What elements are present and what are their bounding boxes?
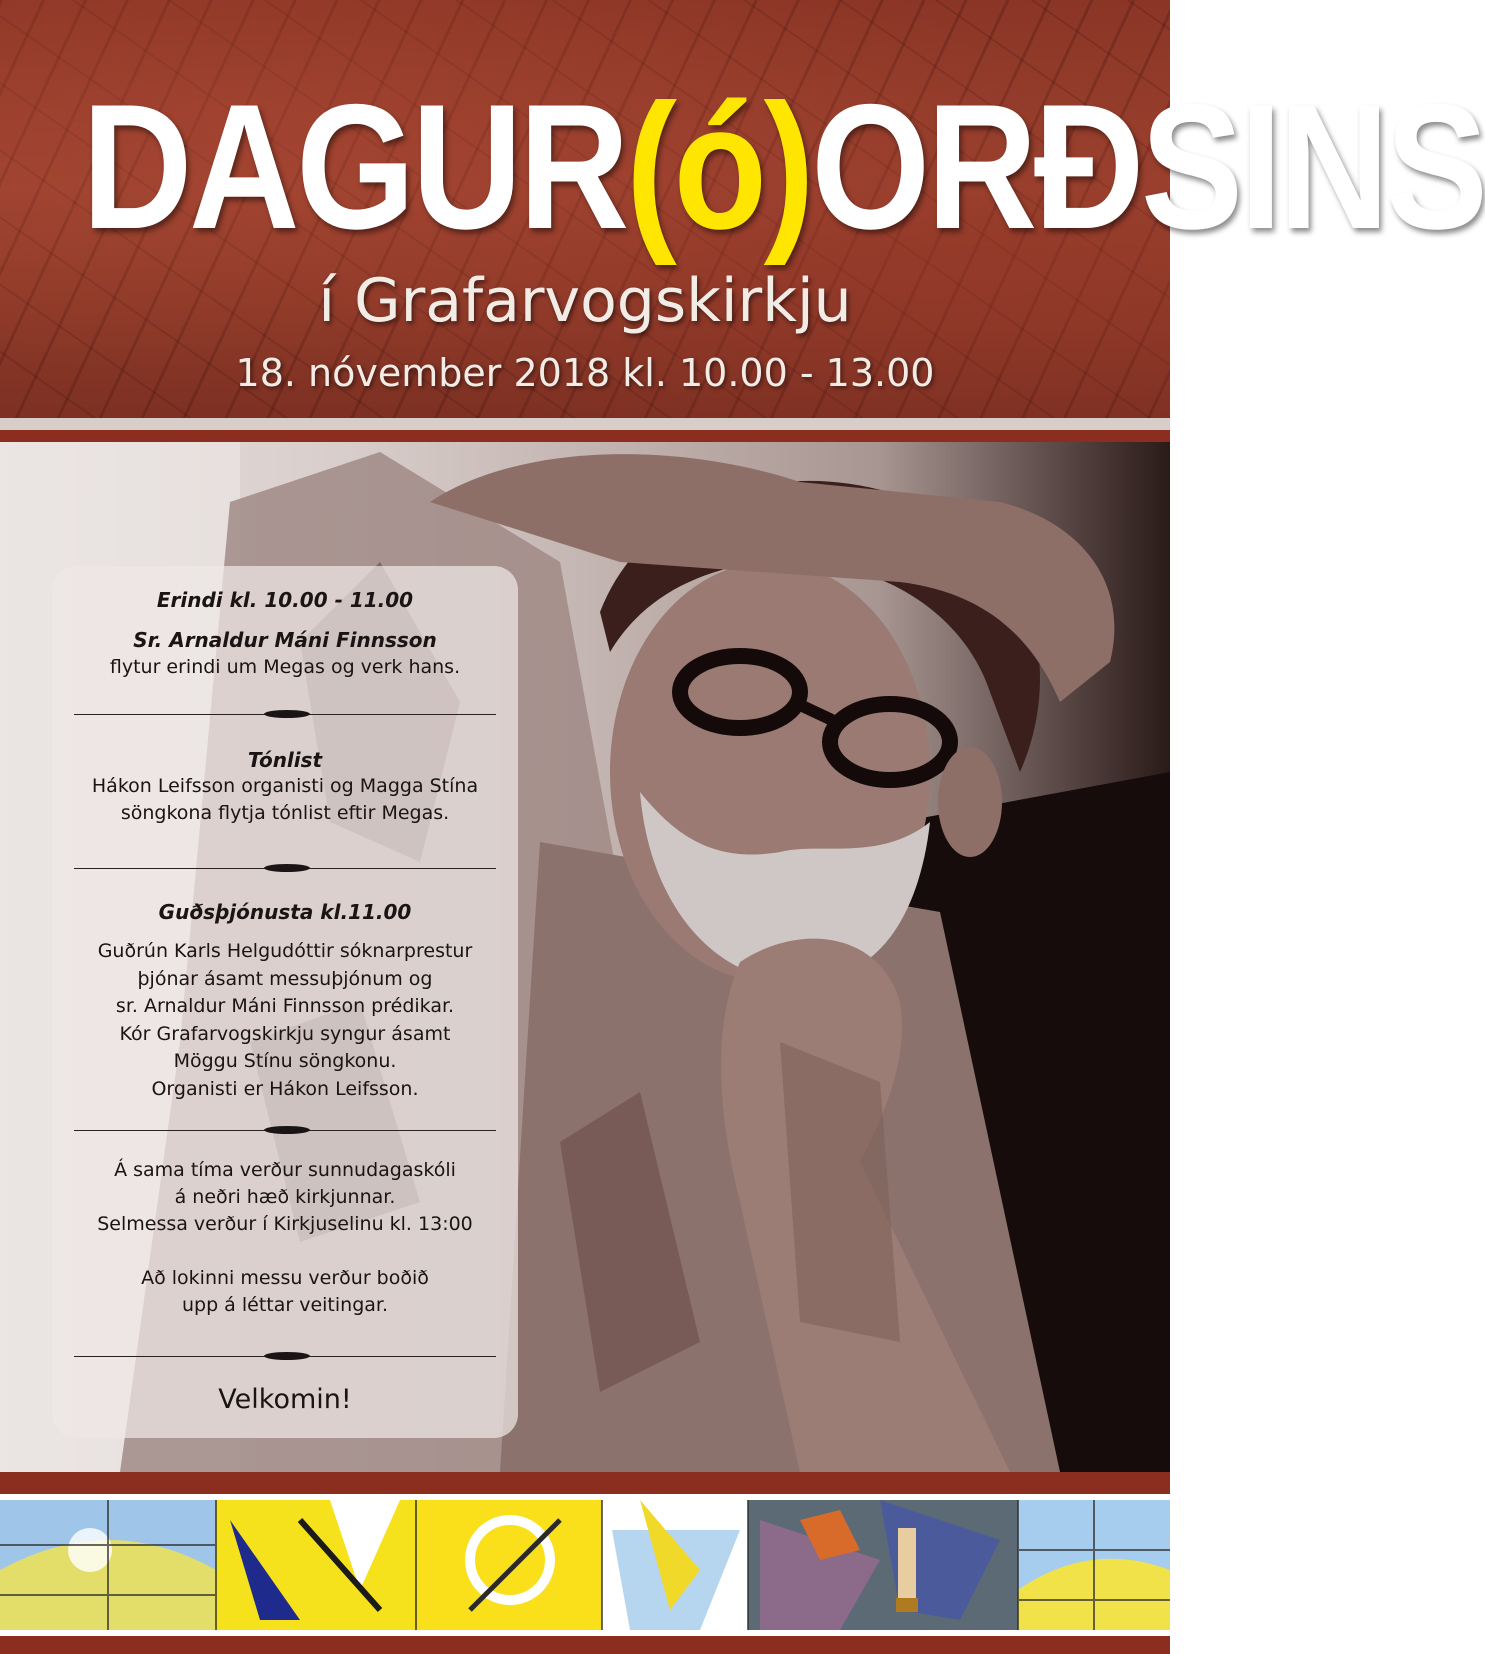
section-text: söngkona flytja tónlist eftir Megas. <box>120 802 450 824</box>
divider-stripe <box>0 418 1170 430</box>
section-text: Selmessa verður í Kirkjuselinu kl. 13:00 <box>97 1213 473 1235</box>
section-divider <box>74 714 496 715</box>
divider-stripe <box>0 1472 1170 1494</box>
section-divider <box>74 868 496 869</box>
section-text: upp á léttar veitingar. <box>181 1294 389 1316</box>
section-title-gudsthjonusta: Guðsþjónusta kl.11.00 <box>158 900 412 924</box>
section-text: flytur erindi um Megas og verk hans. <box>109 656 461 678</box>
section-text: Að lokinni messu verður boðið <box>141 1267 429 1289</box>
stained-glass-strip <box>0 1500 1170 1630</box>
venue-subtitle: í Grafarvogskirkju <box>318 266 852 336</box>
event-date: 18. nóvember 2018 kl. 10.00 - 13.00 <box>235 351 935 395</box>
section-text: Möggu Stínu söngkonu. <box>173 1050 397 1072</box>
speaker-name: Sr. Arnaldur Máni Finnsson <box>133 628 437 652</box>
header-band <box>0 0 1485 420</box>
section-text: Guðrún Karls Helgudóttir sóknarprestur <box>97 940 473 962</box>
section-text: Á sama tíma verður sunnudagaskóli <box>114 1159 456 1181</box>
title-post: ORÐSINS <box>811 67 1485 266</box>
section-text: sr. Arnaldur Máni Finnsson prédikar. <box>115 995 455 1017</box>
program-panel <box>52 566 518 1438</box>
stained-glass-illustration <box>0 1500 1170 1630</box>
divider-ornament <box>264 1352 310 1360</box>
divider-ornament <box>264 1126 310 1134</box>
divider-ornament <box>264 864 310 872</box>
section-title-tonlist: Tónlist <box>247 748 323 772</box>
event-title <box>81 67 1485 266</box>
section-text: þjónar ásamt messuþjónum og <box>137 968 433 990</box>
section-text: Organisti er Hákon Leifsson. <box>151 1078 419 1100</box>
title-accent: (ó) <box>625 67 812 266</box>
welcome-text: Velkomin! <box>218 1384 352 1415</box>
title-pre: DAGUR <box>81 67 626 266</box>
divider-stripe <box>0 1636 1170 1654</box>
section-text: Kór Grafarvogskirkju syngur ásamt <box>119 1023 451 1045</box>
section-divider <box>74 1130 496 1131</box>
divider-stripe <box>0 430 1170 442</box>
section-text: Hákon Leifsson organisti og Magga Stína <box>91 775 479 797</box>
divider-ornament <box>264 710 310 718</box>
section-divider <box>74 1356 496 1357</box>
section-title-erindi: Erindi kl. 10.00 - 11.00 <box>156 588 414 612</box>
section-text: á neðri hæð kirkjunnar. <box>174 1186 396 1208</box>
